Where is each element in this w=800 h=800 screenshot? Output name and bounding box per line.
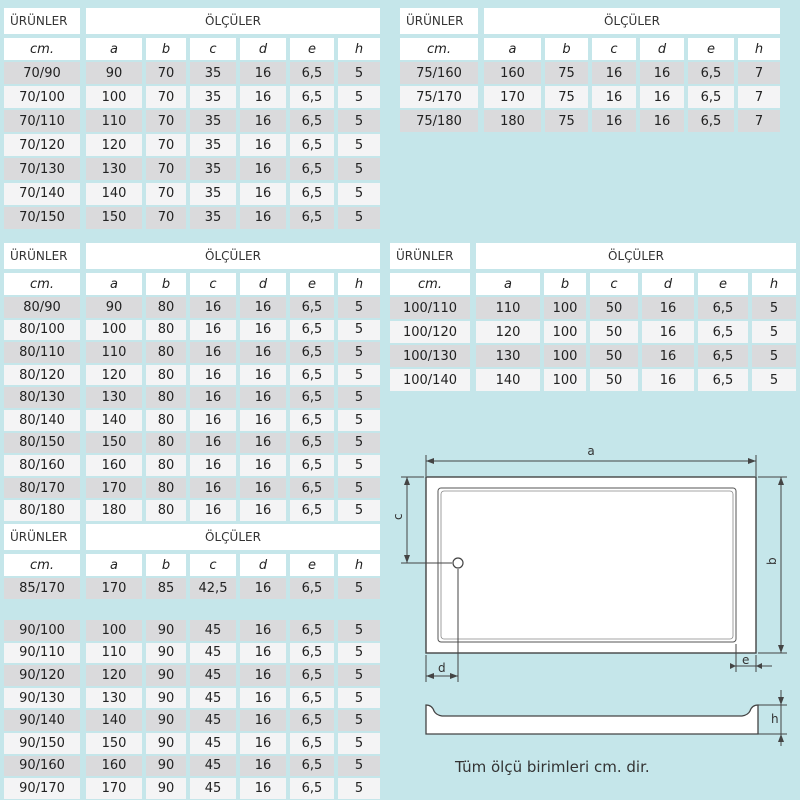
dimension-value-cell: 85 <box>146 578 186 599</box>
dimension-value-cell: 6,5 <box>698 297 748 319</box>
measures-header-t70: ÖLÇÜLER <box>86 8 380 34</box>
dimension-value-cell: 160 <box>86 756 142 777</box>
column-header-t85: h <box>338 554 380 576</box>
dimension-value-cell: 16 <box>240 320 286 341</box>
column-header-t70: a <box>86 38 142 60</box>
dimension-value-cell: 6,5 <box>290 62 334 84</box>
dimension-value-cell: 16 <box>642 345 694 367</box>
dimension-value-cell: 6,5 <box>698 321 748 343</box>
dimension-value-cell: 45 <box>190 733 236 754</box>
dimension-value-cell: 7 <box>738 86 780 108</box>
dimension-value-cell: 100 <box>544 345 586 367</box>
dimension-value-cell: 5 <box>752 321 796 343</box>
column-header-t100: h <box>752 273 796 295</box>
dimension-value-cell: 16 <box>240 158 286 180</box>
dimension-value-cell: 5 <box>338 86 380 108</box>
dimension-value-cell: 16 <box>592 86 636 108</box>
dimension-value-cell: 35 <box>190 62 236 84</box>
drain-icon <box>453 558 463 568</box>
dimension-value-cell: 16 <box>240 110 286 132</box>
column-header-t100: a <box>476 273 540 295</box>
dimension-value-cell: 80 <box>146 297 186 318</box>
dimension-value-cell: 6,5 <box>290 643 334 664</box>
dimension-value-cell: 70 <box>146 62 186 84</box>
dimension-value-cell: 6,5 <box>290 455 334 476</box>
dimension-value-cell: 80 <box>146 320 186 341</box>
column-header-t80: b <box>146 273 186 295</box>
dimension-value-cell: 90 <box>146 756 186 777</box>
dimension-value-cell: 90 <box>146 710 186 731</box>
dimension-value-cell: 5 <box>338 665 380 686</box>
dimension-value-cell: 5 <box>338 410 380 431</box>
dimension-value-cell: 90 <box>146 688 186 709</box>
dimension-value-cell: 16 <box>240 688 286 709</box>
dimension-value-cell: 16 <box>240 62 286 84</box>
dim-label-e: e <box>742 653 750 667</box>
column-header-t75: cm. <box>400 38 478 60</box>
dimension-value-cell: 90 <box>146 620 186 641</box>
column-header-t75: a <box>484 38 541 60</box>
dimension-value-cell: 80 <box>146 433 186 454</box>
dimension-value-cell: 80 <box>146 365 186 386</box>
dimension-value-cell: 16 <box>190 320 236 341</box>
product-size-cell: 100/120 <box>390 321 470 343</box>
dimension-value-cell: 16 <box>642 321 694 343</box>
dimension-value-cell: 120 <box>86 665 142 686</box>
product-size-cell: 70/100 <box>4 86 80 108</box>
product-size-cell: 100/130 <box>390 345 470 367</box>
dimension-value-cell: 6,5 <box>290 710 334 731</box>
dimension-value-cell: 90 <box>86 62 142 84</box>
dimension-value-cell: 5 <box>752 345 796 367</box>
dimension-value-cell: 16 <box>240 500 286 521</box>
product-size-cell: 80/110 <box>4 342 80 363</box>
column-header-t70: b <box>146 38 186 60</box>
dimension-value-cell: 5 <box>338 433 380 454</box>
dimension-value-cell: 110 <box>86 643 142 664</box>
column-header-t100: c <box>590 273 638 295</box>
dimension-value-cell: 6,5 <box>290 665 334 686</box>
dimension-value-cell: 180 <box>86 500 142 521</box>
dimension-value-cell: 16 <box>640 86 684 108</box>
product-size-cell: 90/100 <box>4 620 80 641</box>
dimension-value-cell: 16 <box>240 778 286 799</box>
dimension-value-cell: 6,5 <box>290 387 334 408</box>
dimension-value-cell: 5 <box>752 297 796 319</box>
dimension-value-cell: 6,5 <box>290 433 334 454</box>
dimension-value-cell: 70 <box>146 134 186 156</box>
dimension-value-cell: 6,5 <box>290 207 334 229</box>
dimension-value-cell: 6,5 <box>290 183 334 205</box>
dimension-value-cell: 130 <box>86 158 142 180</box>
dimension-value-cell: 5 <box>338 365 380 386</box>
dimension-value-cell: 6,5 <box>290 342 334 363</box>
dimension-value-cell: 170 <box>86 578 142 599</box>
product-size-cell: 90/150 <box>4 733 80 754</box>
dimension-value-cell: 16 <box>592 62 636 84</box>
dimension-value-cell: 150 <box>86 733 142 754</box>
dimension-value-cell: 35 <box>190 86 236 108</box>
dimension-value-cell: 75 <box>545 86 588 108</box>
dimension-value-cell: 16 <box>240 183 286 205</box>
dimension-value-cell: 6,5 <box>290 410 334 431</box>
column-header-t75: b <box>545 38 588 60</box>
dimension-value-cell: 5 <box>338 756 380 777</box>
dimension-value-cell: 6,5 <box>290 478 334 499</box>
dimension-value-cell: 80 <box>146 478 186 499</box>
dimension-value-cell: 6,5 <box>290 733 334 754</box>
dimension-value-cell: 6,5 <box>290 158 334 180</box>
dimension-value-cell: 16 <box>190 387 236 408</box>
product-size-cell: 80/150 <box>4 433 80 454</box>
dimension-value-cell: 5 <box>338 320 380 341</box>
dimension-value-cell: 5 <box>752 369 796 391</box>
dimension-value-cell: 16 <box>240 297 286 318</box>
column-header-t100: d <box>642 273 694 295</box>
product-size-cell: 80/140 <box>4 410 80 431</box>
dimension-value-cell: 70 <box>146 207 186 229</box>
dimension-value-cell: 5 <box>338 688 380 709</box>
column-header-t100: b <box>544 273 586 295</box>
dimension-value-cell: 120 <box>86 365 142 386</box>
column-header-t70: cm. <box>4 38 80 60</box>
dimension-value-cell: 5 <box>338 134 380 156</box>
dimension-value-cell: 5 <box>338 500 380 521</box>
dimension-value-cell: 16 <box>240 410 286 431</box>
dimension-value-cell: 16 <box>240 207 286 229</box>
dimension-value-cell: 150 <box>86 207 142 229</box>
dimension-value-cell: 42,5 <box>190 578 236 599</box>
dimension-value-cell: 70 <box>146 158 186 180</box>
dimension-value-cell: 100 <box>86 320 142 341</box>
dimension-value-cell: 150 <box>86 433 142 454</box>
product-size-cell: 90/110 <box>4 643 80 664</box>
product-size-cell: 100/110 <box>390 297 470 319</box>
dimension-value-cell: 16 <box>240 578 286 599</box>
product-size-cell: 80/100 <box>4 320 80 341</box>
dimension-value-cell: 90 <box>146 643 186 664</box>
column-header-t85: e <box>290 554 334 576</box>
column-header-t70: e <box>290 38 334 60</box>
dimension-value-cell: 45 <box>190 778 236 799</box>
dimension-value-cell: 45 <box>190 688 236 709</box>
dimension-value-cell: 5 <box>338 158 380 180</box>
column-header-t100: cm. <box>390 273 470 295</box>
dimension-value-cell: 5 <box>338 733 380 754</box>
column-header-t75: d <box>640 38 684 60</box>
dimension-value-cell: 70 <box>146 86 186 108</box>
dimension-value-cell: 35 <box>190 134 236 156</box>
product-size-cell: 75/160 <box>400 62 478 84</box>
dimension-value-cell: 80 <box>146 387 186 408</box>
dimension-value-cell: 16 <box>190 433 236 454</box>
dimension-value-cell: 16 <box>190 410 236 431</box>
dim-label-b: b <box>765 557 779 565</box>
dimension-value-cell: 16 <box>642 297 694 319</box>
column-header-t85: d <box>240 554 286 576</box>
product-size-cell: 90/160 <box>4 756 80 777</box>
dimension-value-cell: 80 <box>146 342 186 363</box>
dimension-value-cell: 7 <box>738 62 780 84</box>
dimension-value-cell: 16 <box>240 387 286 408</box>
column-header-t85: c <box>190 554 236 576</box>
measures-header-t80: ÖLÇÜLER <box>86 243 380 269</box>
dimension-value-cell: 16 <box>640 110 684 132</box>
dimension-value-cell: 130 <box>86 387 142 408</box>
dimension-value-cell: 45 <box>190 620 236 641</box>
dimension-value-cell: 5 <box>338 183 380 205</box>
dimension-value-cell: 6,5 <box>688 62 734 84</box>
column-header-t80: cm. <box>4 273 80 295</box>
dimension-value-cell: 35 <box>190 158 236 180</box>
product-size-cell: 80/90 <box>4 297 80 318</box>
product-size-cell: 100/140 <box>390 369 470 391</box>
product-size-cell: 70/140 <box>4 183 80 205</box>
dimension-value-cell: 80 <box>146 410 186 431</box>
dimension-value-cell: 16 <box>240 342 286 363</box>
dimension-value-cell: 16 <box>240 433 286 454</box>
dimension-value-cell: 5 <box>338 710 380 731</box>
dimension-value-cell: 5 <box>338 620 380 641</box>
dimension-value-cell: 16 <box>642 369 694 391</box>
measures-header-t75: ÖLÇÜLER <box>484 8 780 34</box>
dimension-value-cell: 170 <box>86 778 142 799</box>
dimension-value-cell: 120 <box>476 321 540 343</box>
dimension-value-cell: 45 <box>190 665 236 686</box>
dimension-value-cell: 16 <box>190 478 236 499</box>
product-size-cell: 90/170 <box>4 778 80 799</box>
dim-label-d: d <box>438 661 446 675</box>
dimension-value-cell: 70 <box>146 183 186 205</box>
dimension-value-cell: 50 <box>590 345 638 367</box>
measures-header-t85: ÖLÇÜLER <box>86 524 380 550</box>
column-header-t85: a <box>86 554 142 576</box>
dimension-value-cell: 7 <box>738 110 780 132</box>
dimension-value-cell: 5 <box>338 110 380 132</box>
dimension-value-cell: 16 <box>592 110 636 132</box>
products-header-t100: ÜRÜNLER <box>390 243 470 269</box>
column-header-t80: h <box>338 273 380 295</box>
dimension-value-cell: 16 <box>190 342 236 363</box>
dimension-value-cell: 6,5 <box>290 365 334 386</box>
dimension-value-cell: 170 <box>86 478 142 499</box>
dimension-value-cell: 16 <box>240 665 286 686</box>
dimension-value-cell: 5 <box>338 62 380 84</box>
dimension-value-cell: 110 <box>86 342 142 363</box>
dimension-value-cell: 110 <box>86 110 142 132</box>
dimension-value-cell: 16 <box>640 62 684 84</box>
dimension-value-cell: 100 <box>544 321 586 343</box>
product-size-cell: 80/170 <box>4 478 80 499</box>
dimension-value-cell: 140 <box>86 410 142 431</box>
dimension-value-cell: 6,5 <box>290 688 334 709</box>
dimension-value-cell: 5 <box>338 478 380 499</box>
dimension-value-cell: 6,5 <box>290 756 334 777</box>
dimension-value-cell: 6,5 <box>290 620 334 641</box>
dimension-value-cell: 16 <box>240 710 286 731</box>
dimension-value-cell: 6,5 <box>688 86 734 108</box>
product-size-cell: 80/130 <box>4 387 80 408</box>
products-header-t75: ÜRÜNLER <box>400 8 478 34</box>
dimension-value-cell: 90 <box>146 778 186 799</box>
dimension-value-cell: 5 <box>338 207 380 229</box>
dimension-value-cell: 140 <box>86 710 142 731</box>
dimension-value-cell: 90 <box>146 665 186 686</box>
shower-tray-diagram <box>391 436 800 746</box>
product-size-cell: 75/180 <box>400 110 478 132</box>
column-header-t80: a <box>86 273 142 295</box>
dimension-value-cell: 16 <box>190 500 236 521</box>
products-header-t70: ÜRÜNLER <box>4 8 80 34</box>
dimension-value-cell: 35 <box>190 183 236 205</box>
dimension-value-cell: 90 <box>146 733 186 754</box>
dimension-value-cell: 130 <box>476 345 540 367</box>
dimension-value-cell: 16 <box>240 756 286 777</box>
dimension-value-cell: 16 <box>190 455 236 476</box>
column-header-t80: c <box>190 273 236 295</box>
product-size-cell: 70/90 <box>4 62 80 84</box>
product-size-cell: 90/120 <box>4 665 80 686</box>
dimension-value-cell: 100 <box>86 620 142 641</box>
column-header-t70: h <box>338 38 380 60</box>
dimension-value-cell: 80 <box>146 500 186 521</box>
dimension-value-cell: 16 <box>190 297 236 318</box>
dimension-value-cell: 5 <box>338 342 380 363</box>
column-header-t75: c <box>592 38 636 60</box>
product-size-cell: 70/120 <box>4 134 80 156</box>
dimension-value-cell: 50 <box>590 297 638 319</box>
dimension-value-cell: 45 <box>190 756 236 777</box>
dimension-value-cell: 16 <box>240 478 286 499</box>
column-header-t80: e <box>290 273 334 295</box>
dimension-value-cell: 140 <box>476 369 540 391</box>
dimension-value-cell: 6,5 <box>698 369 748 391</box>
dimension-value-cell: 110 <box>476 297 540 319</box>
product-size-cell: 80/120 <box>4 365 80 386</box>
product-size-cell: 75/170 <box>400 86 478 108</box>
dimension-value-cell: 80 <box>146 455 186 476</box>
dimension-value-cell: 170 <box>484 86 541 108</box>
dimension-value-cell: 5 <box>338 455 380 476</box>
dimension-value-cell: 180 <box>484 110 541 132</box>
dimension-value-cell: 6,5 <box>290 500 334 521</box>
column-header-t85: cm. <box>4 554 80 576</box>
product-size-cell: 85/170 <box>4 578 80 599</box>
dimension-value-cell: 6,5 <box>698 345 748 367</box>
dimension-value-cell: 6,5 <box>290 297 334 318</box>
dimension-value-cell: 6,5 <box>290 778 334 799</box>
column-header-t75: e <box>688 38 734 60</box>
dimension-value-cell: 120 <box>86 134 142 156</box>
dimension-value-cell: 5 <box>338 578 380 599</box>
dimension-value-cell: 6,5 <box>688 110 734 132</box>
dimension-value-cell: 130 <box>86 688 142 709</box>
dimension-value-cell: 50 <box>590 321 638 343</box>
dimension-value-cell: 90 <box>86 297 142 318</box>
dimension-value-cell: 100 <box>544 369 586 391</box>
dimension-value-cell: 160 <box>86 455 142 476</box>
dimension-value-cell: 5 <box>338 387 380 408</box>
dimension-value-cell: 16 <box>240 643 286 664</box>
dimension-value-cell: 75 <box>545 62 588 84</box>
product-size-cell: 90/140 <box>4 710 80 731</box>
units-note: Tüm ölçü birimleri cm. dir. <box>455 758 650 776</box>
dimension-value-cell: 16 <box>240 455 286 476</box>
dimension-value-cell: 5 <box>338 643 380 664</box>
dimension-value-cell: 100 <box>544 297 586 319</box>
dim-label-h: h <box>771 712 779 726</box>
dimension-value-cell: 16 <box>190 365 236 386</box>
tray-side-profile <box>426 705 758 734</box>
column-header-t80: d <box>240 273 286 295</box>
dimension-value-cell: 35 <box>190 207 236 229</box>
dim-label-c: c <box>391 513 405 520</box>
dimension-value-cell: 16 <box>240 733 286 754</box>
dimension-value-cell: 45 <box>190 710 236 731</box>
dimension-value-cell: 6,5 <box>290 86 334 108</box>
dimension-value-cell: 6,5 <box>290 320 334 341</box>
dimension-value-cell: 45 <box>190 643 236 664</box>
dimension-value-cell: 6,5 <box>290 134 334 156</box>
dimension-value-cell: 5 <box>338 297 380 318</box>
dimension-value-cell: 16 <box>240 134 286 156</box>
dimension-value-cell: 50 <box>590 369 638 391</box>
dimension-value-cell: 160 <box>484 62 541 84</box>
dimension-value-cell: 16 <box>240 620 286 641</box>
dimension-value-cell: 140 <box>86 183 142 205</box>
products-header-t80: ÜRÜNLER <box>4 243 80 269</box>
column-header-t70: c <box>190 38 236 60</box>
dimension-value-cell: 5 <box>338 778 380 799</box>
tray-outer-outline <box>426 477 756 653</box>
dimension-value-cell: 75 <box>545 110 588 132</box>
dimension-value-cell: 6,5 <box>290 110 334 132</box>
dimension-value-cell: 100 <box>86 86 142 108</box>
product-size-cell: 70/110 <box>4 110 80 132</box>
column-header-t75: h <box>738 38 780 60</box>
product-size-cell: 80/160 <box>4 455 80 476</box>
column-header-t100: e <box>698 273 748 295</box>
dimension-value-cell: 6,5 <box>290 578 334 599</box>
dim-label-a: a <box>587 444 595 458</box>
product-size-cell: 80/180 <box>4 500 80 521</box>
products-header-t85: ÜRÜNLER <box>4 524 80 550</box>
dimension-value-cell: 16 <box>240 86 286 108</box>
product-size-cell: 70/130 <box>4 158 80 180</box>
dimension-value-cell: 70 <box>146 110 186 132</box>
dimension-value-cell: 16 <box>240 365 286 386</box>
column-header-t85: b <box>146 554 186 576</box>
column-header-t70: d <box>240 38 286 60</box>
measures-header-t100: ÖLÇÜLER <box>476 243 796 269</box>
product-size-cell: 70/150 <box>4 207 80 229</box>
product-size-cell: 90/130 <box>4 688 80 709</box>
dimension-value-cell: 35 <box>190 110 236 132</box>
